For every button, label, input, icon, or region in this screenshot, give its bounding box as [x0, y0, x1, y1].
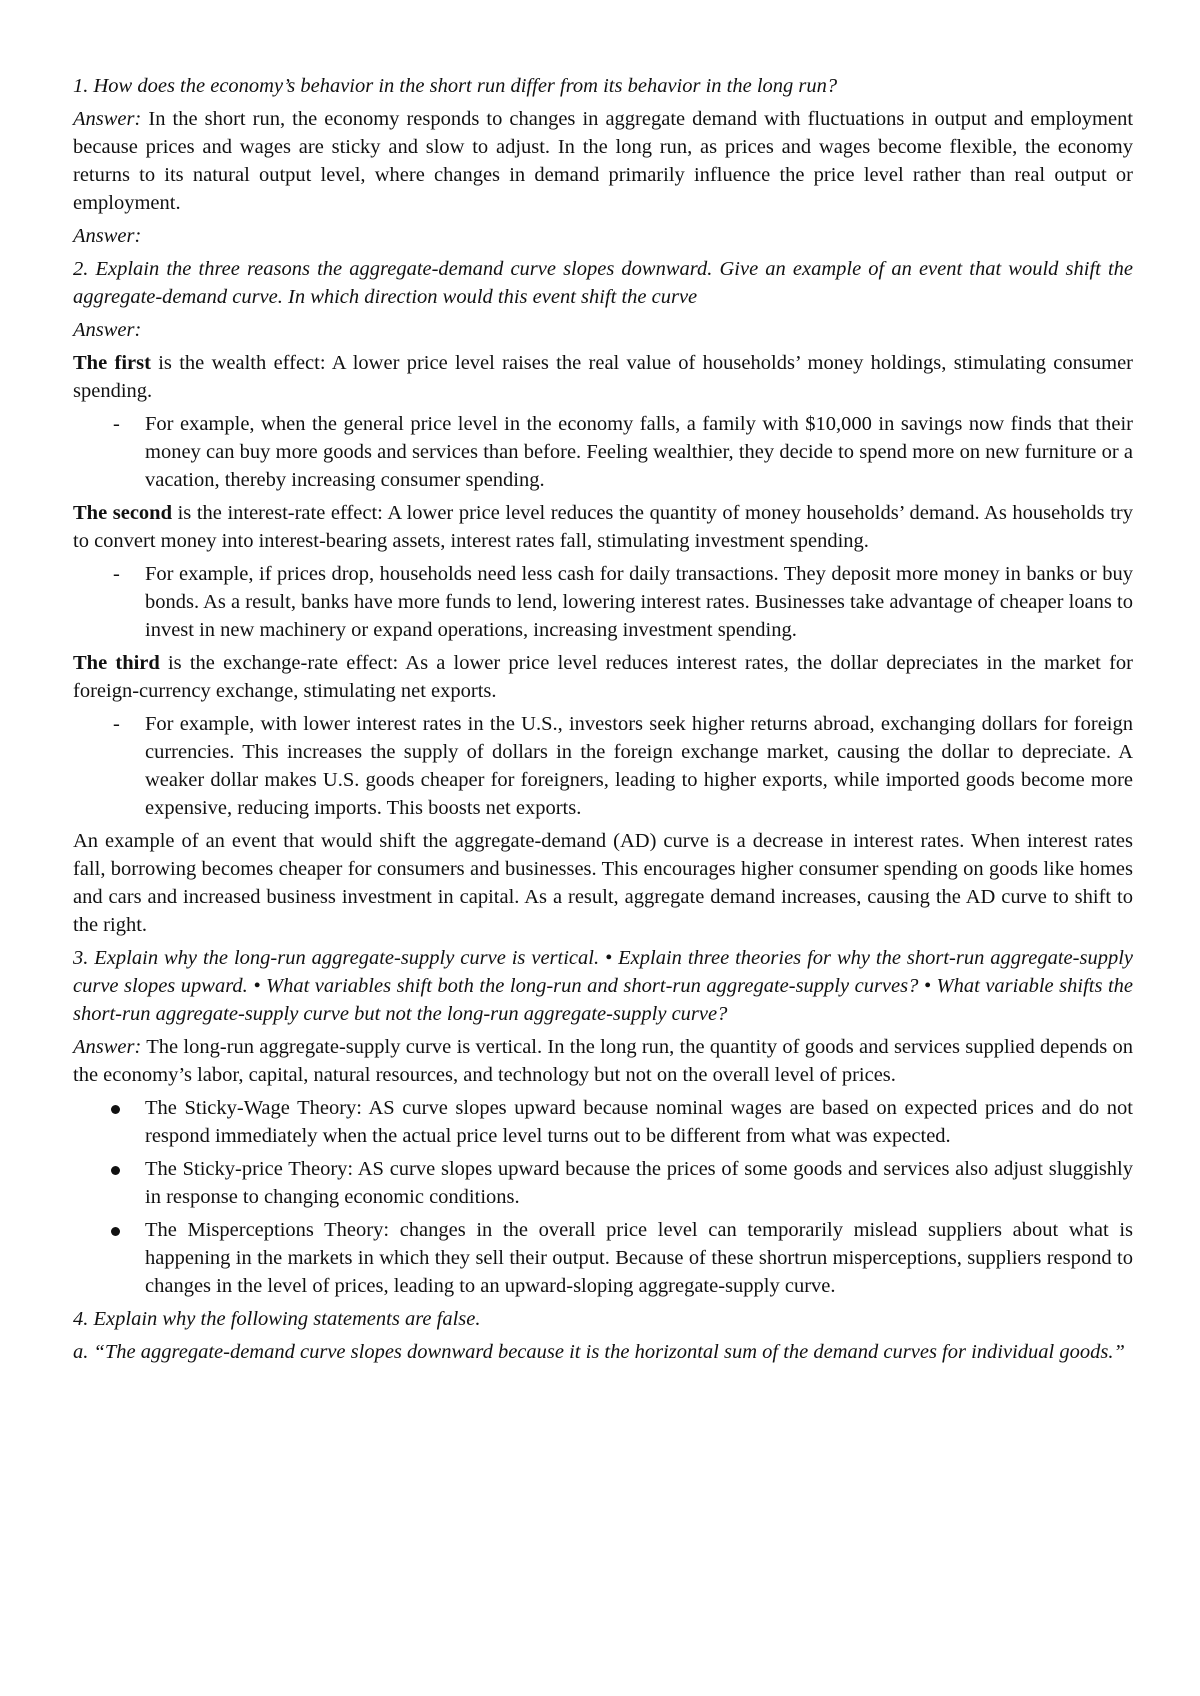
- bold-lead: The first: [73, 352, 151, 374]
- document-page: [73, 72, 1133, 1371]
- sticky-wage-theory: The Sticky-Wage Theory: AS curve slopes upward because nominal wages are based on expected prices and do not respond immediately when the actual price level turns out to be different from what was expected.: [145, 1097, 1133, 1147]
- dash-list-item: [73, 560, 1133, 644]
- bullet-list-item: [73, 1094, 1133, 1150]
- answer-1-text: In the short run, the economy responds to changes in aggregate demand with fluctuations in output and employment because prices and wages are sticky and slow to adjust. In the long run, as prices and wages become flexible, the economy returns to its natural output level, where changes in demand primarily influence the price level rather than real output or employment.: [73, 108, 1134, 214]
- question-4: 4. Explain why the following statements are false.: [73, 1308, 481, 1330]
- exchange-rate-effect-text: is the exchange-rate effect: As a lower price level reduces interest rates, the dollar depreciates in the market for foreign-currency exchange, stimulating net exports.: [73, 652, 1133, 702]
- exchange-rate-effect-paragraph: [73, 649, 1133, 705]
- bullet-marker: [73, 1216, 145, 1300]
- dash-marker: -: [113, 563, 120, 585]
- question-1: 1. How does the economy’s behavior in the short run differ from its behavior in the long run?: [73, 75, 838, 97]
- dash-marker: -: [113, 413, 120, 435]
- answer-label: Answer:: [73, 1036, 142, 1058]
- misperceptions-theory: The Misperceptions Theory: changes in the overall price level can temporarily mislead suppliers about what is happening in the markets in which they sell their output. Because of these shortrun misperceptions, suppliers respond to changes in the level of prices, leading to an upward-sloping aggregate-supply curve.: [145, 1219, 1133, 1297]
- answer-label: Answer:: [73, 108, 142, 130]
- ad-shift-example: An example of an event that would shift the aggregate-demand (AD) curve is a decrease in interest rates. When interest rates fall, borrowing becomes cheaper for consumers and businesses. This encourages higher consumer spending on goods like homes and cars and increased business investment in capital. As a result, aggregate demand increases, causing the AD curve to shift to the right.: [73, 830, 1133, 936]
- bold-lead: The third: [73, 652, 160, 674]
- bullet-marker: [73, 1155, 145, 1211]
- answer-3: [73, 1033, 1133, 1089]
- interest-rate-effect-paragraph: [73, 499, 1133, 555]
- wealth-effect-example: For example, when the general price level in the economy falls, a family with $10,000 in savings now finds that their money can buy more goods and services than before. Feeling wealthier, they decide to spend more on new furniture or a vacation, thereby increasing consumer spending.: [145, 413, 1133, 491]
- wealth-effect-paragraph: [73, 349, 1133, 405]
- question-4a: a. “The aggregate-demand curve slopes downward because it is the horizontal sum of the demand curves for individual goods.”: [73, 1341, 1125, 1363]
- answer-3-text: The long-run aggregate-supply curve is vertical. In the long run, the quantity of goods and services supplied depends on the economy’s labor, capital, natural resources, and technology but not on the overall level of prices.: [73, 1036, 1133, 1086]
- question-2: 2. Explain the three reasons the aggregate-demand curve slopes downward. Give an example of an event that would shift the aggregate-demand curve. In which direction would this event shift the curve: [73, 258, 1133, 308]
- dash-marker: -: [113, 713, 120, 735]
- dash-list-item: [73, 410, 1133, 494]
- interest-rate-effect-text: is the interest-rate effect: A lower price level reduces the quantity of money households’ demand. As households try to convert money into interest-bearing assets, interest rates fall, stimulating investment spending.: [73, 502, 1133, 552]
- answer-label-empty: Answer:: [73, 225, 142, 247]
- interest-rate-effect-example: For example, if prices drop, households need less cash for daily transactions. They deposit more money in banks or buy bonds. As a result, banks have more funds to lend, lowering interest rates. Businesses take advantage of cheaper loans to invest in new machinery or expand operations, increasing investment spending.: [145, 563, 1133, 641]
- sticky-price-theory: The Sticky-price Theory: AS curve slopes upward because the prices of some goods and services also adjust sluggishly in response to changing economic conditions.: [145, 1158, 1133, 1208]
- wealth-effect-text: is the wealth effect: A lower price level raises the real value of households’ money holdings, stimulating consumer spending.: [73, 352, 1133, 402]
- bold-lead: The second: [73, 502, 172, 524]
- bullet-marker: [73, 1094, 145, 1150]
- question-3: 3. Explain why the long-run aggregate-supply curve is vertical. • Explain three theories for why the short-run aggregate-supply curve slopes upward. • What variables shift both the long-run and short-run aggregate-supply curves? • What variable shifts the short-run aggregate-supply curve but not the long-run aggregate-supply curve?: [73, 947, 1133, 1025]
- answer-label: Answer:: [73, 319, 142, 341]
- bullet-list-item: [73, 1216, 1133, 1300]
- exchange-rate-effect-example: For example, with lower interest rates in the U.S., investors seek higher returns abroad, exchanging dollars for foreign currencies. This increases the supply of dollars in the foreign exchange market, causing the dollar to depreciate. A weaker dollar makes U.S. goods cheaper for foreigners, leading to higher exports, while imported goods become more expensive, reducing imports. This boosts net exports.: [145, 713, 1133, 819]
- bullet-list-item: [73, 1155, 1133, 1211]
- answer-1: [73, 105, 1133, 217]
- dash-list-item: [73, 710, 1133, 822]
